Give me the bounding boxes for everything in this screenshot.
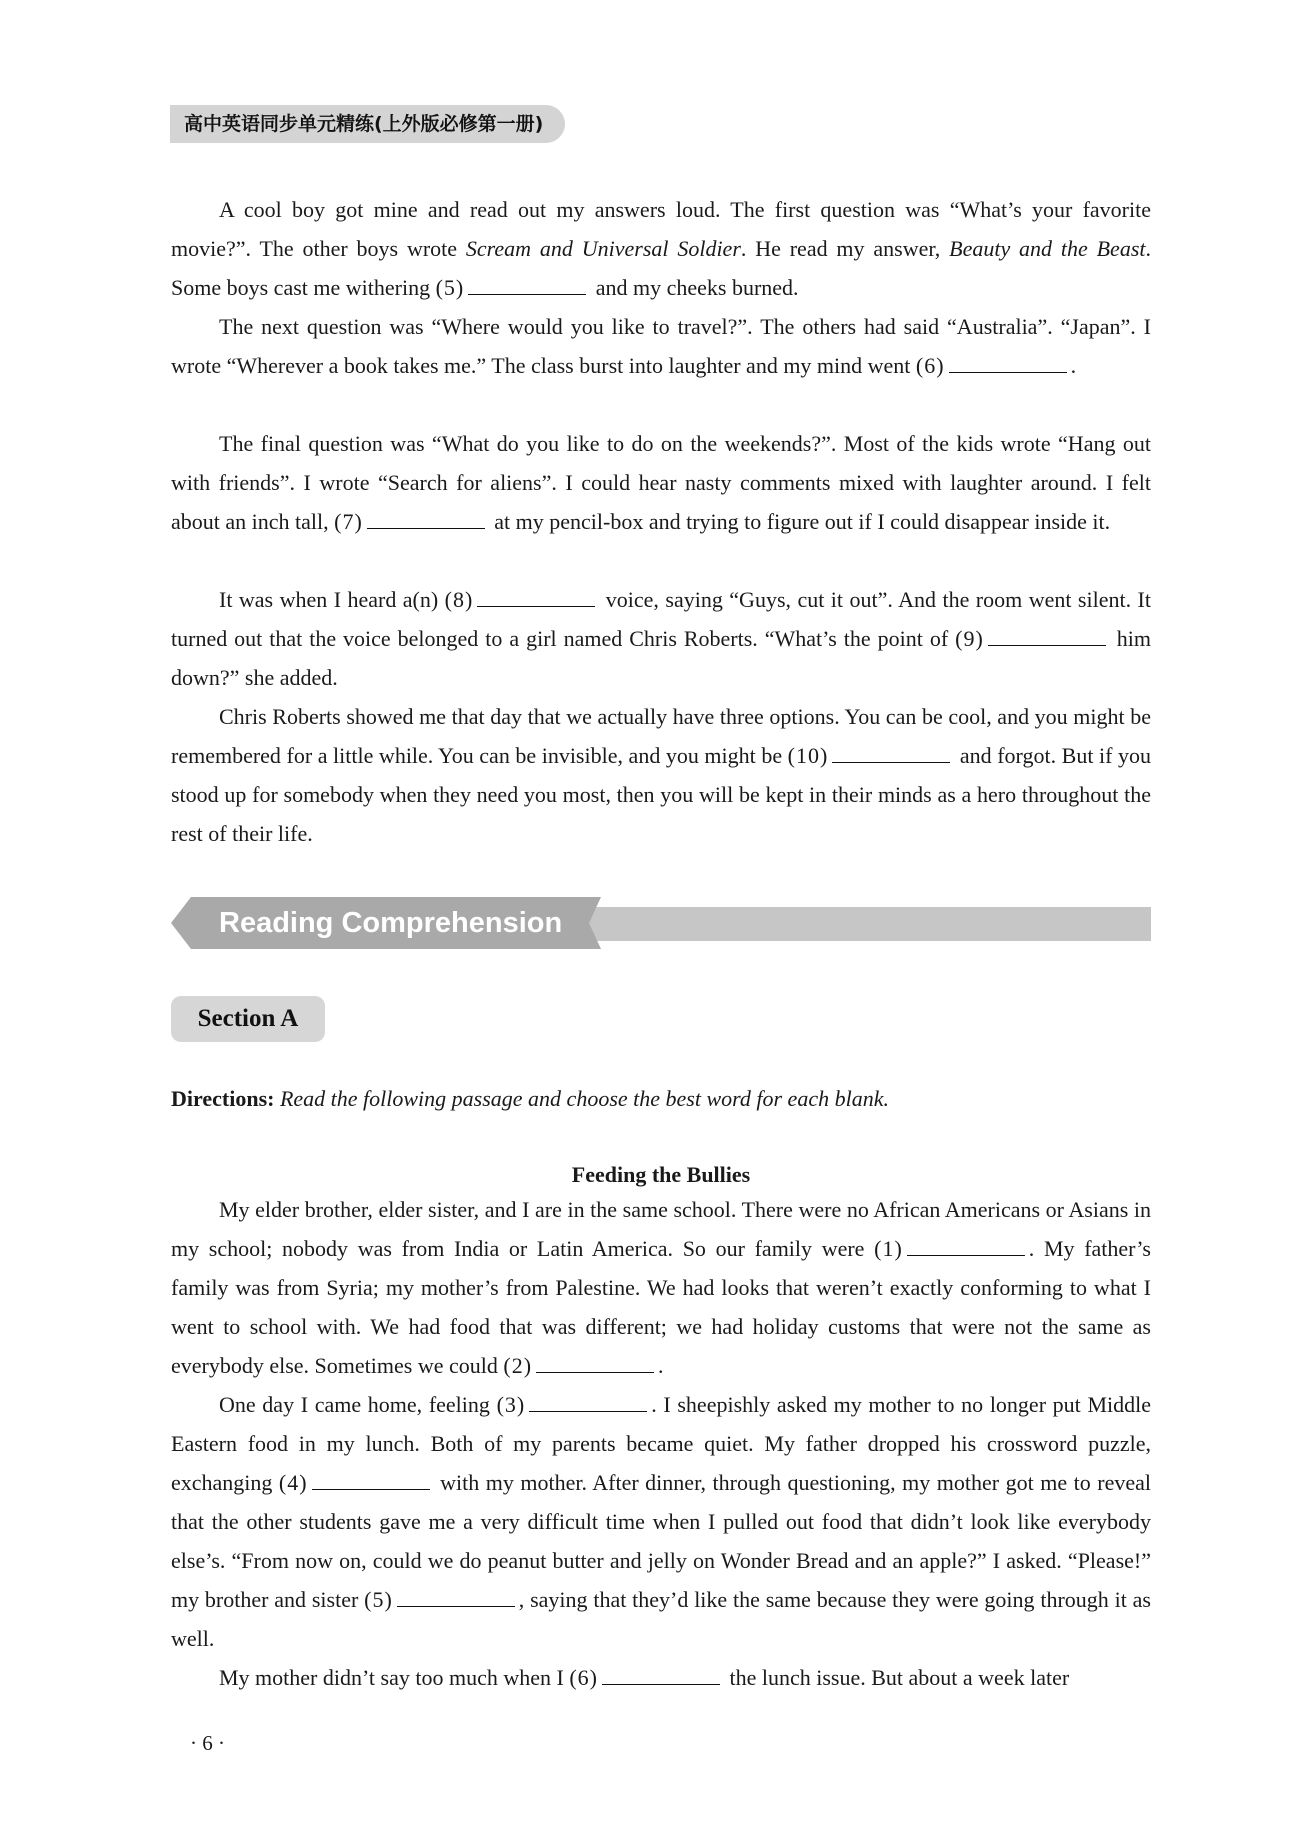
- passage-title: Feeding the Bullies: [571, 1162, 751, 1187]
- answer-blank[interactable]: [397, 1588, 515, 1607]
- blank-number: (3): [496, 1392, 526, 1417]
- passage-paragraph-1: [171, 1190, 1151, 1385]
- text: . I sheepishly asked my mother to no longer put Middle Eastern food in my lunch. Both of my parents became quiet. My father dropped his crossword puzzle, exchanging: [171, 1392, 1152, 1495]
- blank-number: (6): [569, 1665, 598, 1690]
- text: . He read my answer,: [740, 236, 950, 261]
- answer-blank[interactable]: [312, 1471, 430, 1490]
- page-number: · 6 ·: [190, 1731, 225, 1755]
- text: voice, saying “Guys, cut it out”. And the room went silent. It turned out that the voice belonged to a girl named Chris Roberts. “What’s the point of: [171, 587, 1151, 651]
- text: My mother didn’t say too much when I: [219, 1665, 570, 1690]
- blank-number: (5): [364, 1587, 393, 1612]
- reading-comprehension-banner: [171, 897, 1151, 949]
- answer-blank[interactable]: [907, 1237, 1025, 1256]
- text: .: [1070, 353, 1077, 378]
- answer-blank[interactable]: [536, 1354, 654, 1373]
- answer-blank[interactable]: [602, 1666, 720, 1685]
- text: . Some boys cast me withering: [171, 236, 1151, 300]
- text: It was when I heard a(n): [219, 587, 445, 612]
- blank-number: (2): [503, 1353, 533, 1378]
- text: at my pencil-box and trying to figure out if I could disappear inside it.: [488, 509, 1111, 534]
- section-heading: Reading Comprehension: [219, 907, 563, 939]
- text: My elder brother, elder sister, and I are in the same school. There were no African Americans or Asians in my school; nobody was from India or Latin America. So our family were: [171, 1197, 1151, 1261]
- directions-text: Read the following passage and choose the best word for each blank.: [279, 1086, 889, 1111]
- blank-number: (7): [334, 509, 363, 534]
- answer-blank[interactable]: [468, 276, 586, 295]
- text: Chris Roberts showed me that day that we actually have three options. You can be cool, and you might be remembered for a little while. You can be invisible, and you might be: [171, 704, 1151, 768]
- paragraph-4: [171, 580, 1151, 697]
- text: , saying that they’d like the same because they were going through it as well.: [171, 1587, 1151, 1651]
- answer-blank[interactable]: [832, 744, 950, 763]
- answer-blank[interactable]: [988, 627, 1106, 646]
- text: The next question was “Where would you like to travel?”. The others had said “Australia”. “Japan”. I wrote “Wherever a book takes me.” The class burst into laughter and my mind went: [171, 314, 1151, 378]
- text: with my mother. After dinner, through questioning, my mother got me to reveal that the other students gave me a very difficult time when I pulled out food that didn’t look like everybody else’s. “From now on, could we do peanut butter and jelly on Wonder Bread and an apple?” I asked. “Please!” my brother and sister: [171, 1470, 1151, 1612]
- directions-label: Directions:: [171, 1086, 275, 1111]
- text: and forgot. But if you stood up for somebody when they need you most, then you will be kept in their minds as a hero throughout the rest of their life.: [171, 743, 1151, 846]
- blank-number: (4): [278, 1470, 308, 1495]
- directions: [171, 1080, 1151, 1118]
- text: . My father’s family was from Syria; my mother’s from Palestine. We had looks that weren’t exactly conforming to what I went to school with. We had food that was different; we had holiday customs that were not the same as everybody else. Sometimes we could: [171, 1236, 1151, 1378]
- blank-number: (10): [787, 743, 829, 768]
- blank-number: (6): [915, 353, 945, 378]
- section-a-label: Section A: [171, 996, 325, 1042]
- text: .: [658, 1353, 664, 1378]
- book-title-tab: 高中英语同步单元精练(上外版必修第一册): [170, 105, 565, 143]
- text: and my cheeks burned.: [590, 275, 799, 300]
- text: the lunch issue. But about a week later: [723, 1665, 1070, 1690]
- paragraph-2: [171, 307, 1151, 385]
- text: him down?” she added.: [171, 626, 1151, 690]
- passage-paragraph-2: [171, 1385, 1151, 1658]
- blank-number: (5): [435, 275, 465, 300]
- answer-blank[interactable]: [529, 1393, 647, 1412]
- blank-number: (8): [444, 587, 474, 612]
- answer-blank[interactable]: [477, 588, 595, 607]
- passage-paragraph-3: [171, 1658, 1151, 1697]
- movie-titles: Scream and Universal Soldier: [465, 236, 741, 261]
- answer-blank[interactable]: [367, 510, 485, 529]
- answer-blank[interactable]: [949, 354, 1067, 373]
- paragraph-3: [171, 424, 1151, 541]
- paragraph-5: [171, 697, 1151, 853]
- text: A cool boy got mine and read out my answers loud. The first question was “What’s your favorite movie?”. The other boys wrote: [171, 197, 1151, 261]
- text: One day I came home, feeling: [219, 1392, 497, 1417]
- paragraph-1: [171, 190, 1151, 307]
- text: The final question was “What do you like to do on the weekends?”. Most of the kids wrote “Hang out with friends”. I wrote “Search for aliens”. I could hear nasty comments mixed with laughter around. I felt about an inch tall,: [171, 431, 1151, 534]
- blank-number: (1): [874, 1236, 903, 1261]
- movie-title: Beauty and the Beast: [949, 236, 1146, 261]
- blank-number: (9): [955, 626, 984, 651]
